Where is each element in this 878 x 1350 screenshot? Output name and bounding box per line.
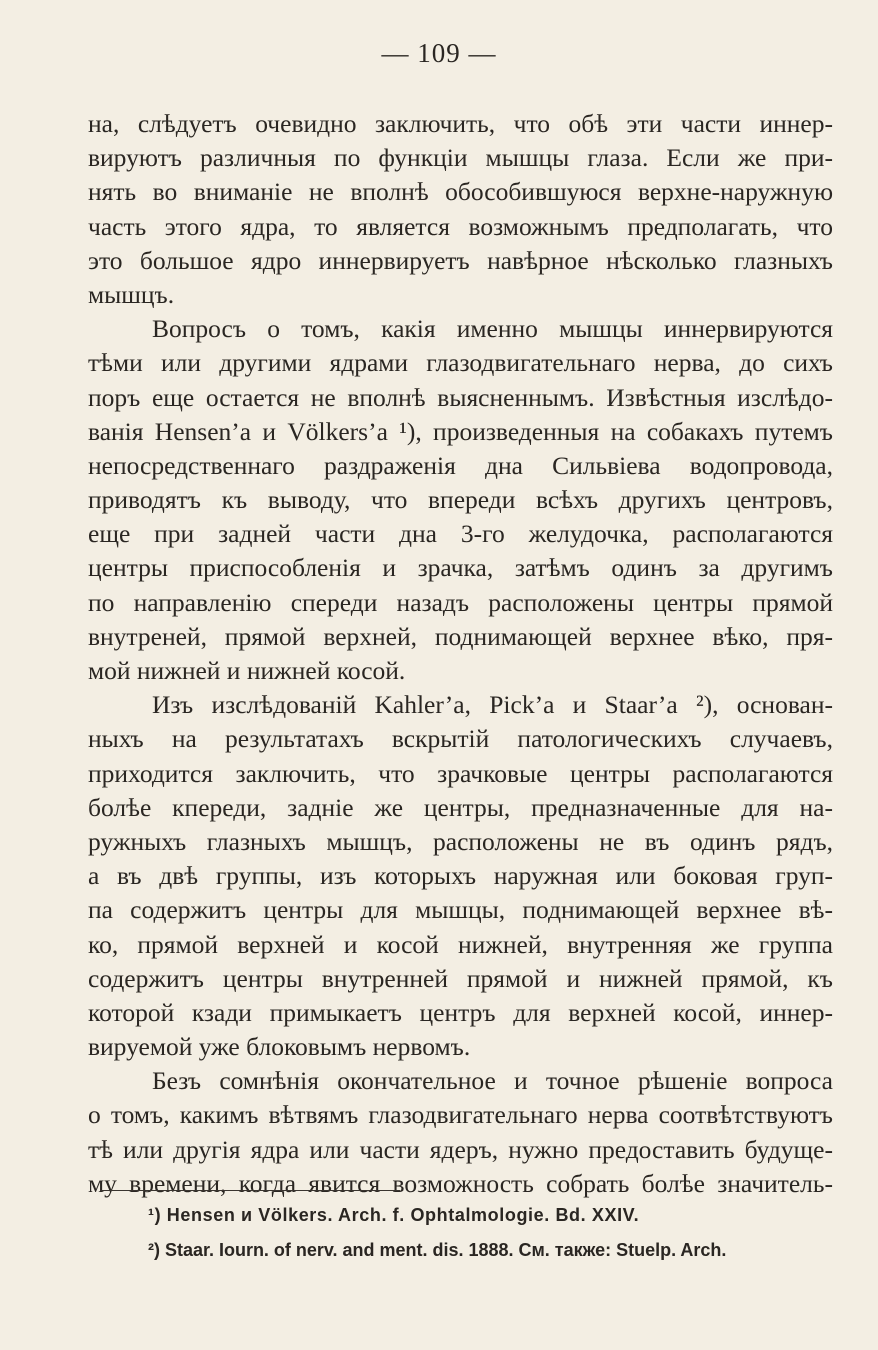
paragraph-start-line: Изъ изслѣдованій Kahler’а, Pick’а и Staar’а ²), основан- (152, 690, 833, 720)
paragraph-start-line: Вопросъ о томъ, какія именно мышцы иннервируются (152, 314, 833, 344)
paragraph-start-line: Безъ сомнѣнія окончательное и точное рѣшеніе вопроса (152, 1066, 833, 1096)
text-line: внутреней, прямой верхней, поднимающей верхнее вѣко, пря- (88, 621, 833, 651)
text-line: часть этого ядра, то является возможнымъ предполагать, что (88, 211, 833, 241)
text-line: вируютъ различныя по функціи мышцы глаза. Если же при- (88, 143, 833, 173)
text-line: па содержитъ центры для мышцы, поднимающей верхнее вѣ- (88, 895, 833, 925)
text-line: нять во вниманіе не вполнѣ обособившуюся верхне-наружную (88, 177, 833, 207)
text-line: о томъ, какимъ вѣтвямъ глазодвигательнаго нерва соотвѣтствуютъ (88, 1100, 833, 1130)
text-line: болѣе кпереди, задніе же центры, предназначенные для на- (88, 792, 833, 822)
text-line: еще при задней части дна 3-го желудочка, располагаются (88, 519, 833, 549)
text-line: тѣ или другія ядра или части ядеръ, нужно предоставить будуще- (88, 1134, 833, 1164)
text-line: содержитъ центры внутренней прямой и нижней прямой, къ (88, 963, 833, 993)
text-line: му времени, когда явится возможность собрать болѣе значитель- (88, 1168, 833, 1198)
text-line: которой кзади примыкаетъ центръ для верхней косой, иннер- (88, 997, 833, 1027)
footnote-2: ²) Staar. Iourn. of nerv. and ment. dis. 1888. См. также: Stuelp. Arch. (148, 1240, 727, 1260)
text-line: непосредственнаго раздраженія дна Сильвіева водопровода, (88, 450, 833, 480)
text-line: это большое ядро иннервируетъ навѣрное нѣсколько глазныхъ (88, 245, 833, 275)
text-line: мышцъ. (88, 279, 175, 309)
text-line: по направленію спереди назадъ расположены центры прямой (88, 587, 833, 617)
text-line: на, слѣдуетъ очевидно заключить, что обѣ эти части иннер- (88, 109, 833, 138)
text-line: тѣми или другими ядрами глазодвигательнаго нерва, до сихъ (88, 348, 833, 378)
text-line: поръ еще остается не вполнѣ выясненнымъ. Извѣстныя изслѣдо- (88, 382, 833, 412)
text-line: мой нижней и нижней косой. (88, 656, 406, 685)
footnotes (148, 1198, 726, 1268)
footnote-divider (100, 1190, 400, 1191)
text-line: ныхъ на результатахъ вскрытій патологическихъ случаевъ, (88, 724, 833, 754)
text-line: ко, прямой верхней и косой нижней, внутренняя же группа (88, 929, 833, 959)
text-line: приходится заключить, что зрачковые центры располагаются (88, 758, 833, 788)
text-line: ванія Hensen’а и Völkers’а ¹), произведенныя на собакахъ путемъ (88, 416, 833, 446)
body-text (88, 107, 833, 1201)
text-line: вируемой уже блоковымъ нервомъ. (88, 1032, 471, 1062)
text-line: центры приспособленія и зрачка, затѣмъ одинъ за другимъ (88, 553, 833, 583)
text-line: приводятъ къ выводу, что впереди всѣхъ другихъ центровъ, (88, 485, 833, 515)
text-line: ружныхъ глазныхъ мышцъ, расположены не въ одинъ рядъ, (88, 826, 833, 856)
text-line: а въ двѣ группы, изъ которыхъ наружная или боковая груп- (88, 861, 833, 891)
page-number: — 109 — (381, 38, 497, 68)
footnote-1: ¹) Hensen и Völkers. Arch. f. Ophtalmologie. Bd. XXIV. (148, 1205, 640, 1225)
